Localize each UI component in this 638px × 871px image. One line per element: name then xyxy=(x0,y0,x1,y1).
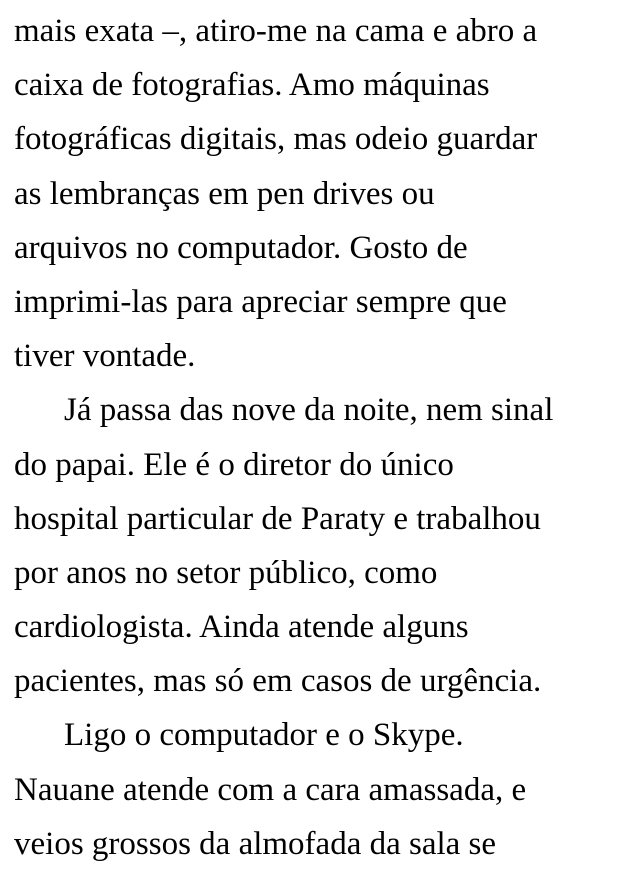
text-line: imprimi-las para apreciar sempre que xyxy=(14,283,507,320)
text-line: pacientes, mas só em casos de urgência. xyxy=(14,663,542,700)
text-line: mais exata –, atiro-me na cama e abro a xyxy=(14,13,538,49)
text-line: caixa de fotografias. Amo máquinas xyxy=(14,67,490,104)
paragraph-start-line: Já passa das nove da noite, nem sinal xyxy=(64,392,554,429)
text-line: veios grossos da almofada da sala se xyxy=(14,825,497,862)
text-line: cardiologista. Ainda atende alguns xyxy=(14,609,469,646)
text-line: por anos no setor público, como xyxy=(14,554,438,591)
text-line: fotográficas digitais, mas odeio guardar xyxy=(14,121,538,158)
text-line: tiver vontade. xyxy=(14,338,196,375)
text-line: hospital particular de Paraty e trabalhou xyxy=(14,500,541,537)
text-line: do papai. Ele é o diretor do único xyxy=(14,446,454,483)
text-line: arquivos no computador. Gosto de xyxy=(14,229,468,266)
paragraph-start-line: Ligo o computador e o Skype. xyxy=(64,717,464,754)
text-line: as lembranças em pen drives ou xyxy=(14,175,435,212)
book-page xyxy=(14,0,634,862)
text-line: Nauane atende com a cara amassada, e xyxy=(14,771,527,808)
